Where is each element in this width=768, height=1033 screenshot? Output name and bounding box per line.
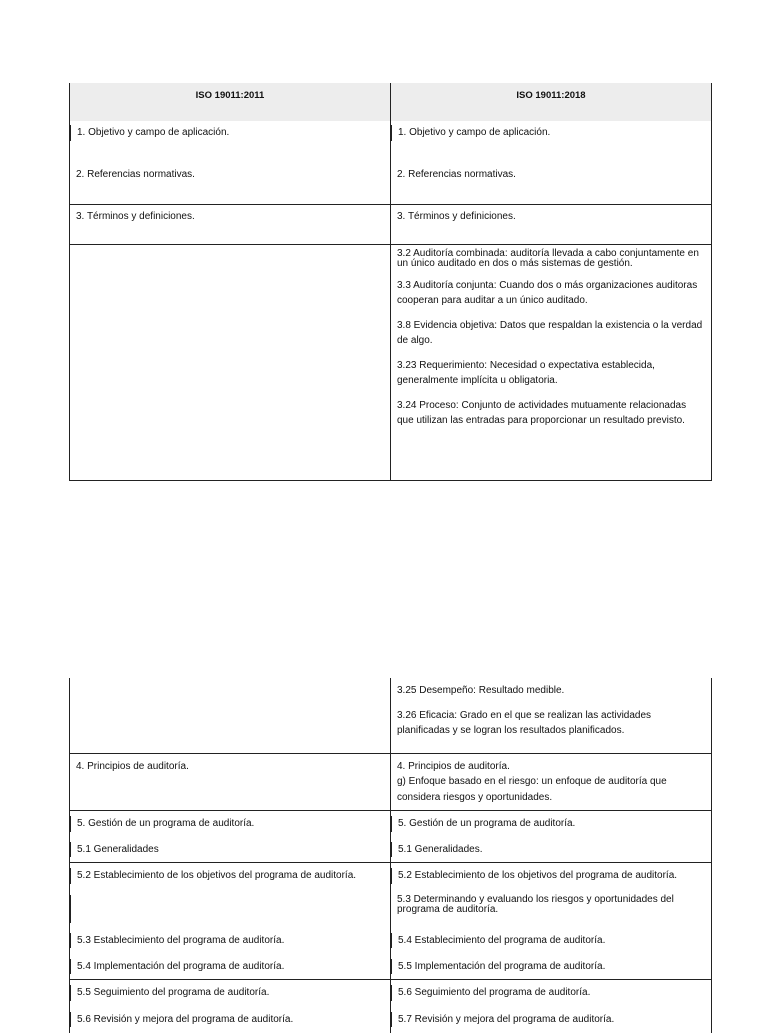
header-row — [70, 83, 712, 121]
cell-2018 — [391, 204, 712, 244]
table-row — [70, 678, 712, 753]
cell-text: 5.2 Establecimiento de los objetivos del programa de auditoría. — [70, 868, 384, 884]
table-row — [70, 811, 712, 837]
definition-3-8: 3.8 Evidencia objetiva: Datos que respaldan la existencia o la verdad de algo. — [397, 319, 703, 346]
cell-text: 5.5 Seguimiento del programa de auditoría. — [70, 985, 384, 1001]
cell-2018 — [391, 121, 712, 163]
cell-2018 — [391, 1007, 712, 1033]
cell-text: 5.3 Determinando y evaluando los riesgos y oportunidades del programa de auditoría. — [397, 893, 674, 915]
cell-text: 5.1 Generalidades — [70, 842, 384, 858]
cell-text: 5.3 Establecimiento del programa de auditoría. — [70, 933, 384, 949]
cell-marker — [70, 895, 384, 923]
cell-2011 — [70, 928, 391, 954]
cell-text: 5.5 Implementación del programa de auditoría. — [391, 959, 705, 975]
cell-2011 — [70, 163, 391, 204]
cell-2011 — [70, 811, 391, 837]
cell-text: 5.2 Establecimiento de los objetivos del programa de auditoría. — [391, 868, 705, 884]
cell-2011 — [70, 204, 391, 244]
table-row — [70, 863, 712, 890]
table-row — [70, 204, 712, 244]
cell-text: 4. Principios de auditoría. — [397, 760, 510, 772]
table-row — [70, 121, 712, 163]
definition-3-25: 3.25 Desempeño: Resultado medible. — [397, 685, 565, 696]
cell-text: 5. Gestión de un programa de auditoría. — [70, 816, 384, 832]
cell-2011 — [70, 121, 391, 163]
definition-3-24: 3.24 Proceso: Conjunto de actividades mutuamente relacionadas que utilizan las entradas para proporcionar un resultado previsto. — [397, 399, 687, 426]
cell-2011-empty — [70, 890, 391, 928]
cell-text: 4. Principios de auditoría. — [76, 760, 189, 772]
table-row — [70, 928, 712, 954]
table-row — [70, 244, 712, 480]
cell-2018-definitions — [391, 244, 712, 480]
definition-3-23: 3.23 Requerimiento: Necesidad o expectativa establecida, generalmente implícita u obligatoria. — [397, 359, 655, 386]
cell-2018 — [391, 163, 712, 204]
table-row — [70, 980, 712, 1007]
table-row — [70, 1007, 712, 1033]
cell-text: 5.1 Generalidades. — [391, 842, 705, 858]
cell-text: 3. Términos y definiciones. — [76, 210, 195, 222]
cell-2011 — [70, 1007, 391, 1033]
cell-2011 — [70, 863, 391, 890]
cell-text: 2. Referencias normativas. — [76, 169, 195, 180]
header-label-2011: ISO 19011:2011 — [195, 90, 265, 101]
cell-text: 1. Objetivo y campo de aplicación. — [70, 125, 384, 141]
cell-text: 1. Objetivo y campo de aplicación. — [391, 125, 705, 141]
table-row — [70, 954, 712, 980]
cell-2018 — [391, 954, 712, 980]
cell-2018 — [391, 890, 712, 928]
cell-text: 5.4 Implementación del programa de auditoría. — [70, 959, 384, 975]
cell-2018 — [391, 837, 712, 863]
header-label-2018: ISO 19011:2018 — [516, 90, 586, 101]
table-row — [70, 890, 712, 928]
comparison-table-top — [69, 83, 712, 481]
cell-2011 — [70, 753, 391, 811]
cell-2018 — [391, 753, 712, 811]
cell-2018 — [391, 928, 712, 954]
cell-text: 5.6 Revisión y mejora del programa de auditoría. — [70, 1012, 384, 1028]
table-row — [70, 753, 712, 811]
cell-2018 — [391, 678, 712, 753]
definition-3-26: 3.26 Eficacia: Grado en el que se realizan las actividades planificadas y se logran los resultados planificados. — [397, 709, 652, 736]
cell-2011-empty — [70, 678, 391, 753]
cell-text: 2. Referencias normativas. — [397, 169, 516, 180]
definition-3-2: 3.2 Auditoría combinada: auditoría llevada a cabo conjuntamente en un único auditado en dos o más sistemas de gestión. — [397, 247, 699, 269]
cell-2018 — [391, 811, 712, 837]
cell-2018 — [391, 980, 712, 1007]
cell-text: g) Enfoque basado en el riesgo: un enfoque de auditoría que considera riesgos y oportunidades. — [397, 776, 667, 803]
table-row — [70, 837, 712, 863]
header-iso-2011 — [70, 83, 391, 121]
cell-text: 5.7 Revisión y mejora del programa de auditoría. — [391, 1012, 705, 1028]
definition-3-3: 3.3 Auditoría conjunta: Cuando dos o más organizaciones auditoras cooperan para auditar a un único auditado. — [397, 279, 698, 306]
cell-2011 — [70, 980, 391, 1007]
cell-2011 — [70, 837, 391, 863]
cell-text: 5.6 Seguimiento del programa de auditoría. — [391, 985, 705, 1001]
cell-2011-empty — [70, 244, 391, 480]
cell-text: 3. Términos y definiciones. — [397, 210, 516, 222]
comparison-table-bottom — [69, 678, 712, 1033]
header-iso-2018 — [391, 83, 712, 121]
cell-2018 — [391, 863, 712, 890]
table-row — [70, 163, 712, 204]
cell-2011 — [70, 954, 391, 980]
cell-text: 5. Gestión de un programa de auditoría. — [391, 816, 705, 832]
cell-text: 5.4 Establecimiento del programa de auditoría. — [391, 933, 705, 949]
